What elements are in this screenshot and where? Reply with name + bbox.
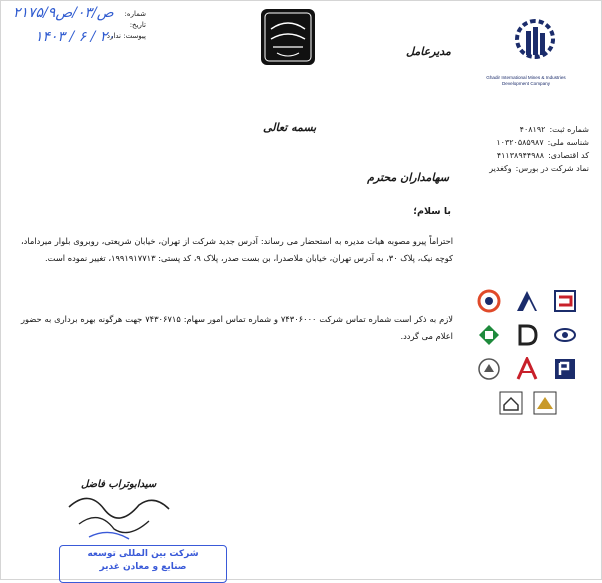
number-label: شماره:: [124, 10, 146, 18]
registration-value: ۱۰۳۲۰۵۸۵۹۸۷: [496, 138, 544, 147]
pyramid-icon: [533, 391, 557, 415]
pharma-icon: [553, 357, 577, 381]
registration-row: [471, 162, 589, 175]
stamp-line-2: صنایع و معادن غدیر: [99, 562, 187, 572]
registration-value: ۴۱۱۳۸۹۴۴۹۸۸: [496, 151, 545, 160]
registration-label: شناسه ملی:: [547, 138, 589, 147]
body-paragraph-contact: لازم به ذکر است شماره تماس شرکت ۷۴۳۰۶۰۰۰ و شماره تماس امور سهام: ۷۴۳۰۶۷۱۵ جهت هرگونه بهره برداری به حضور اعلام می گردد.: [21, 314, 453, 341]
registration-row: [471, 136, 589, 149]
orbit-icon: [553, 323, 577, 347]
stamp-line-1: شرکت بین المللی توسعه: [87, 549, 199, 559]
greeting: با سلام؛: [413, 206, 451, 217]
registration-label: کد اقتصادی:: [548, 151, 589, 160]
company-logo: [471, 15, 581, 115]
mountain-icon: [515, 289, 539, 313]
signature-icon: [59, 479, 209, 549]
registration-info: [471, 123, 589, 175]
emblem-seal-icon: [261, 9, 315, 65]
ghadir-cement-icon: [477, 289, 501, 313]
house-icon: [499, 391, 523, 415]
safety-red-icon: [553, 289, 577, 313]
salutation-recipients: سهامداران محترم: [367, 171, 449, 184]
attachment-label: پیوست: ندارد: [106, 32, 146, 40]
body-paragraph-address: احتراماً پیرو مصوبه هیات مدیره به استحضار می رساند: آدرس جدید شرکت از تهران، خیابان شریعتی، روبروی بلوار میرداماد، کوچه نیک، پلاک ۳۰، به آدرس تهران، خیابان ملاصدرا، بن بست صدر، پلاک ۹، کد پستی: ۱۹۹۱۹۱۷۷۱۳، تغییر نموده است.: [21, 236, 453, 263]
company-logo-icon: [515, 19, 555, 69]
lion-icon: [477, 357, 501, 381]
a-letter-icon: [515, 357, 539, 381]
registration-row: [471, 149, 589, 162]
member-logos-grid: [471, 289, 581, 419]
handwritten-number: ۲۱۷۵/ص/۰۳/ص۹: [13, 5, 114, 21]
steel-icon: [477, 323, 501, 347]
signatory-name: سیدابوتراب فاضل: [81, 479, 157, 490]
addressee-title: مدیرعامل: [406, 45, 451, 58]
company-name-en: Ghadir International Mines & Industries Development Company: [486, 75, 566, 86]
d-letter-icon: [515, 323, 539, 347]
registration-label: شماره ثبت:: [549, 125, 589, 134]
company-stamp: [59, 545, 227, 583]
date-label: تاریخ:: [129, 21, 146, 29]
registration-value: ۴۰۸۱۹۲: [519, 125, 546, 134]
letter-meta: [106, 9, 146, 42]
registration-value: وکغدیر: [489, 164, 512, 173]
handwritten-reference: [13, 5, 121, 51]
registration-label: نماد شرکت در بورس:: [515, 164, 589, 173]
bismillah-heading: بسمه تعالی: [263, 121, 317, 134]
registration-row: [471, 123, 589, 136]
handwritten-date: ۱۴۰۳ / ۶ / ۲۰: [35, 29, 115, 45]
